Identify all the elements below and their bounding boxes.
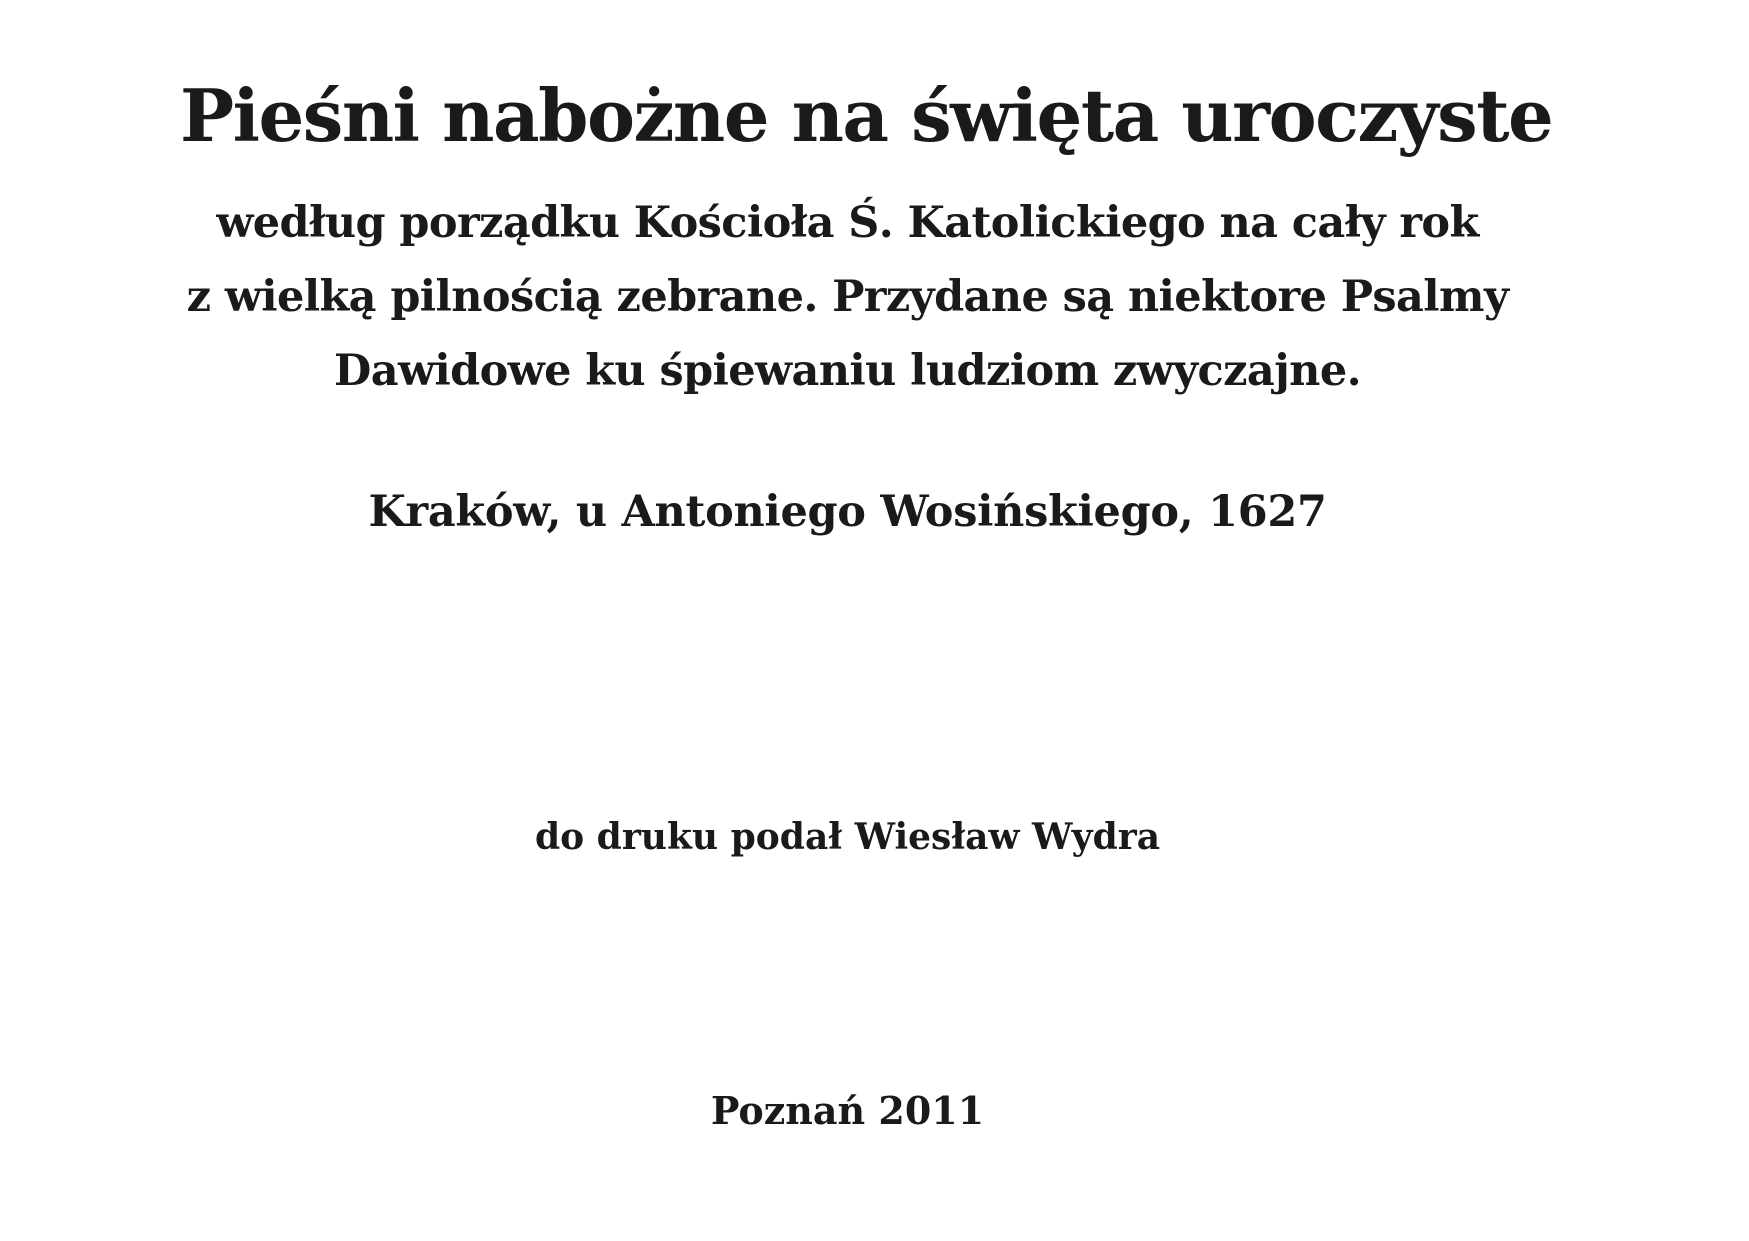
page-title: Pieśni nabożne na święta uroczyste bbox=[180, 73, 1553, 158]
subtitle bbox=[180, 186, 1515, 408]
editor-credit: do druku podał Wiesław Wydra bbox=[534, 816, 1161, 858]
subtitle-line: według porządku Kościoła Ś. Katolickiego na cały rok bbox=[216, 198, 1479, 248]
subtitle-line: Dawidowe ku śpiewaniu ludziom zwyczajne. bbox=[334, 346, 1361, 396]
subtitle-line: z wielką pilnością zebrane. Przydane są niektore Psalmy bbox=[186, 272, 1509, 322]
publication-place-year: Poznań 2011 bbox=[710, 1088, 985, 1133]
original-imprint: Kraków, u Antoniego Wosińskiego, 1627 bbox=[368, 487, 1327, 537]
